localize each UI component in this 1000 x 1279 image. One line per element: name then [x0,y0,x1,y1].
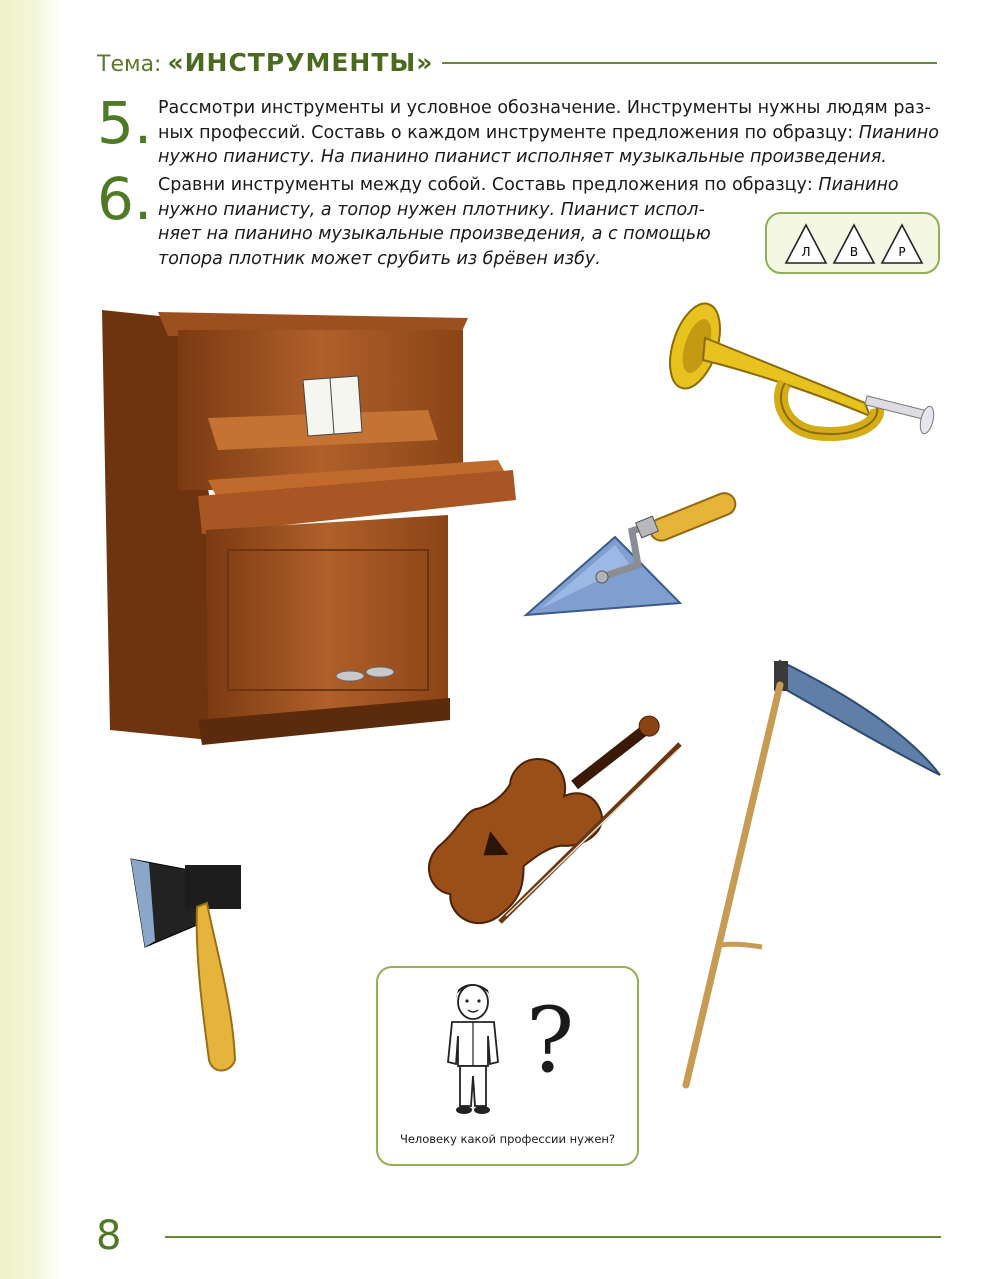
task-5-text [158,96,948,170]
scythe-picture [680,655,945,1090]
task-number-5: 5. [97,89,153,157]
task-5-line: Рассмотри инструменты и условное обозначение. Инструменты нужны людям раз- [158,98,931,118]
triangle-v-icon [832,223,876,265]
header-rule [442,62,937,64]
triangle-letter: Р [898,245,906,259]
task-5-example-part: Пианино [858,122,939,143]
trowel-picture [520,485,740,625]
task-6-example-line: няет на пианино музыкальные произведения, а с помощью [158,224,711,244]
task-6-line [158,173,948,198]
task-5-line [158,121,948,146]
topic-title [97,48,433,77]
axe-picture [125,855,250,1075]
task-6-example-line: топора плотник может срубить из брёвен избу. [158,248,601,269]
task-5-example-line: нужно пианисту. На пианино пианист исполняет музыкальные произведения. [158,147,887,167]
convention-symbol [765,212,940,274]
page-header [97,42,947,82]
page-number: 8 [96,1213,122,1259]
topic-name: «ИНСТРУМЕНТЫ» [167,48,434,77]
task-6-text-part: Сравни инструменты между собой. Составь предложения по образцу: [158,175,813,195]
triangle-letter: В [849,245,859,259]
footer-rule [165,1236,941,1238]
task-6-example-line: нужно пианисту, а топор нужен плотнику. Пианист испол- [158,199,705,220]
trumpet-picture [665,298,945,448]
question-caption: Человеку какой профессии нужен? [399,1132,616,1146]
decorative-stripe [0,0,60,1279]
triangle-l-icon [784,223,828,265]
violin-picture [372,672,692,932]
task-5-text-part: ных профессий. Составь о каждом инструменте предложения по образцу: [158,122,854,143]
task-number-6: 6. [97,165,153,233]
task-6-example-part: Пианино [818,175,899,195]
boy-figure-icon [438,980,508,1120]
question-box [376,966,639,1166]
triangle-r-icon [880,223,924,265]
topic-label: Тема: [97,52,162,77]
triangle-letter: Л [801,245,811,259]
question-mark: ? [526,988,575,1093]
